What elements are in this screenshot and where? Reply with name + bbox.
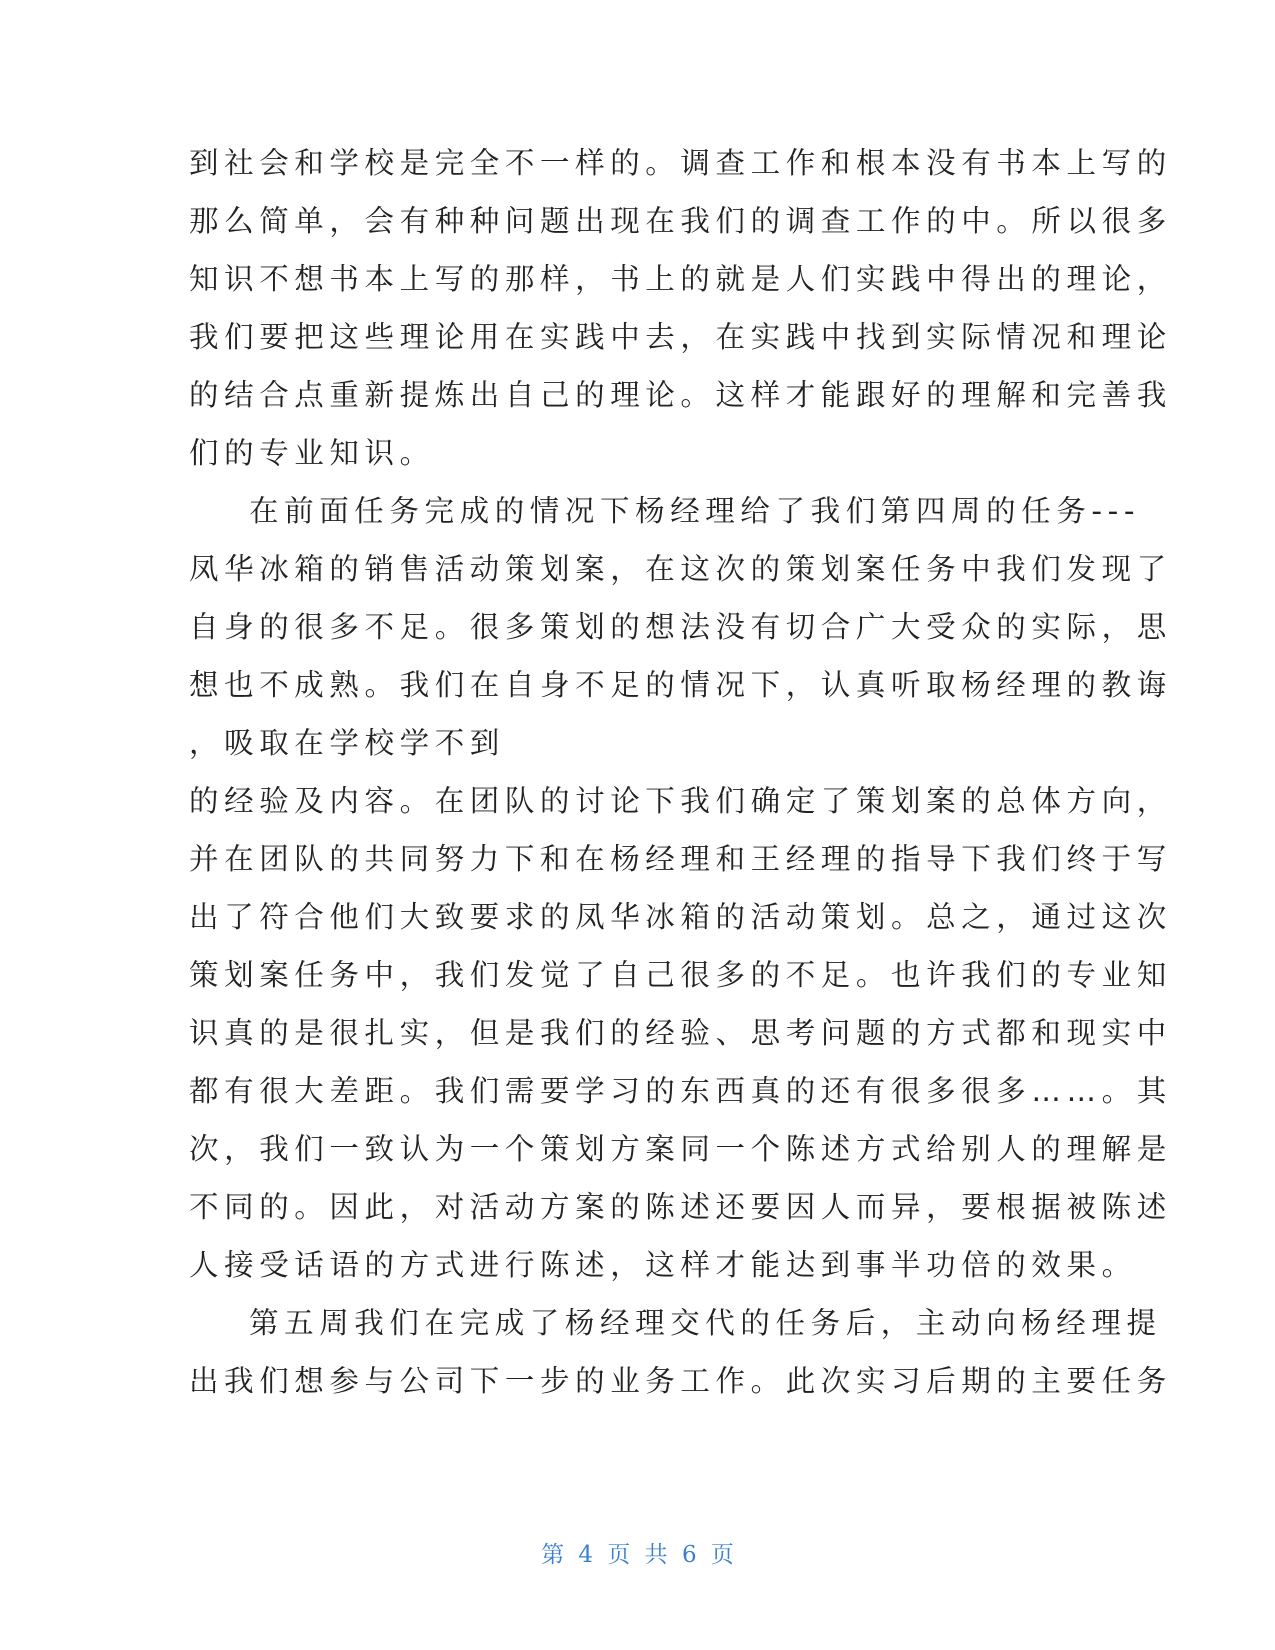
text-line: 次，我们一致认为一个策划方案同一个陈述方式给别人的理解是 (189, 1132, 1172, 1166)
text-line: 人接受话语的方式进行陈述，这样才能达到事半功倍的效果。 (189, 1248, 1137, 1282)
text-line: 知识不想书本上写的那样，书上的就是人们实践中得出的理论， (189, 262, 1172, 296)
text-line: 凤华冰箱的销售活动策划案，在这次的策划案任务中我们发现了 (189, 552, 1172, 586)
text-line: 自身的很多不足。很多策划的想法没有切合广大受众的实际，思 (189, 610, 1172, 644)
paragraph-first-line: 在前面任务完成的情况下杨经理给了我们第四周的任务--- (249, 494, 1141, 528)
text-line: 出我们想参与公司下一步的业务工作。此次实习后期的主要任务 (189, 1364, 1172, 1398)
text-line: 到社会和学校是完全不一样的。调查工作和根本没有书本上写的 (189, 146, 1172, 180)
text-line: 不同的。因此，对活动方案的陈述还要因人而异，要根据被陈述 (189, 1190, 1172, 1224)
text-line: 都有很大差距。我们需要学习的东西真的还有很多很多……。其 (189, 1074, 1172, 1108)
text-line: 策划案任务中，我们发觉了自己很多的不足。也许我们的专业知 (189, 958, 1172, 992)
text-line: 并在团队的共同努力下和在杨经理和王经理的指导下我们终于写 (189, 842, 1172, 876)
text-line: 的经验及内容。在团队的讨论下我们确定了策划案的总体方向， (189, 784, 1172, 818)
text-line: 我们要把这些理论用在实践中去，在实践中找到实际情况和理论 (189, 320, 1172, 354)
paragraph-first-line: 第五周我们在完成了杨经理交代的任务后，主动向杨经理提 (249, 1306, 1162, 1340)
text-line: 想也不成熟。我们在自身不足的情况下，认真听取杨经理的教诲 (189, 668, 1172, 702)
text-line: 们的专业知识。 (189, 436, 435, 470)
text-line: ，吸取在学校学不到 (189, 726, 505, 760)
text-line: 识真的是很扎实，但是我们的经验、思考问题的方式都和现实中 (189, 1016, 1172, 1050)
text-line: 出了符合他们大致要求的凤华冰箱的活动策划。总之，通过这次 (189, 900, 1172, 934)
page-number-footer: 第 4 页 共 6 页 (541, 1542, 734, 1568)
text-line: 的结合点重新提炼出自己的理论。这样才能跟好的理解和完善我 (189, 378, 1172, 412)
text-line: 那么简单，会有种种问题出现在我们的调查工作的中。所以很多 (189, 204, 1172, 238)
